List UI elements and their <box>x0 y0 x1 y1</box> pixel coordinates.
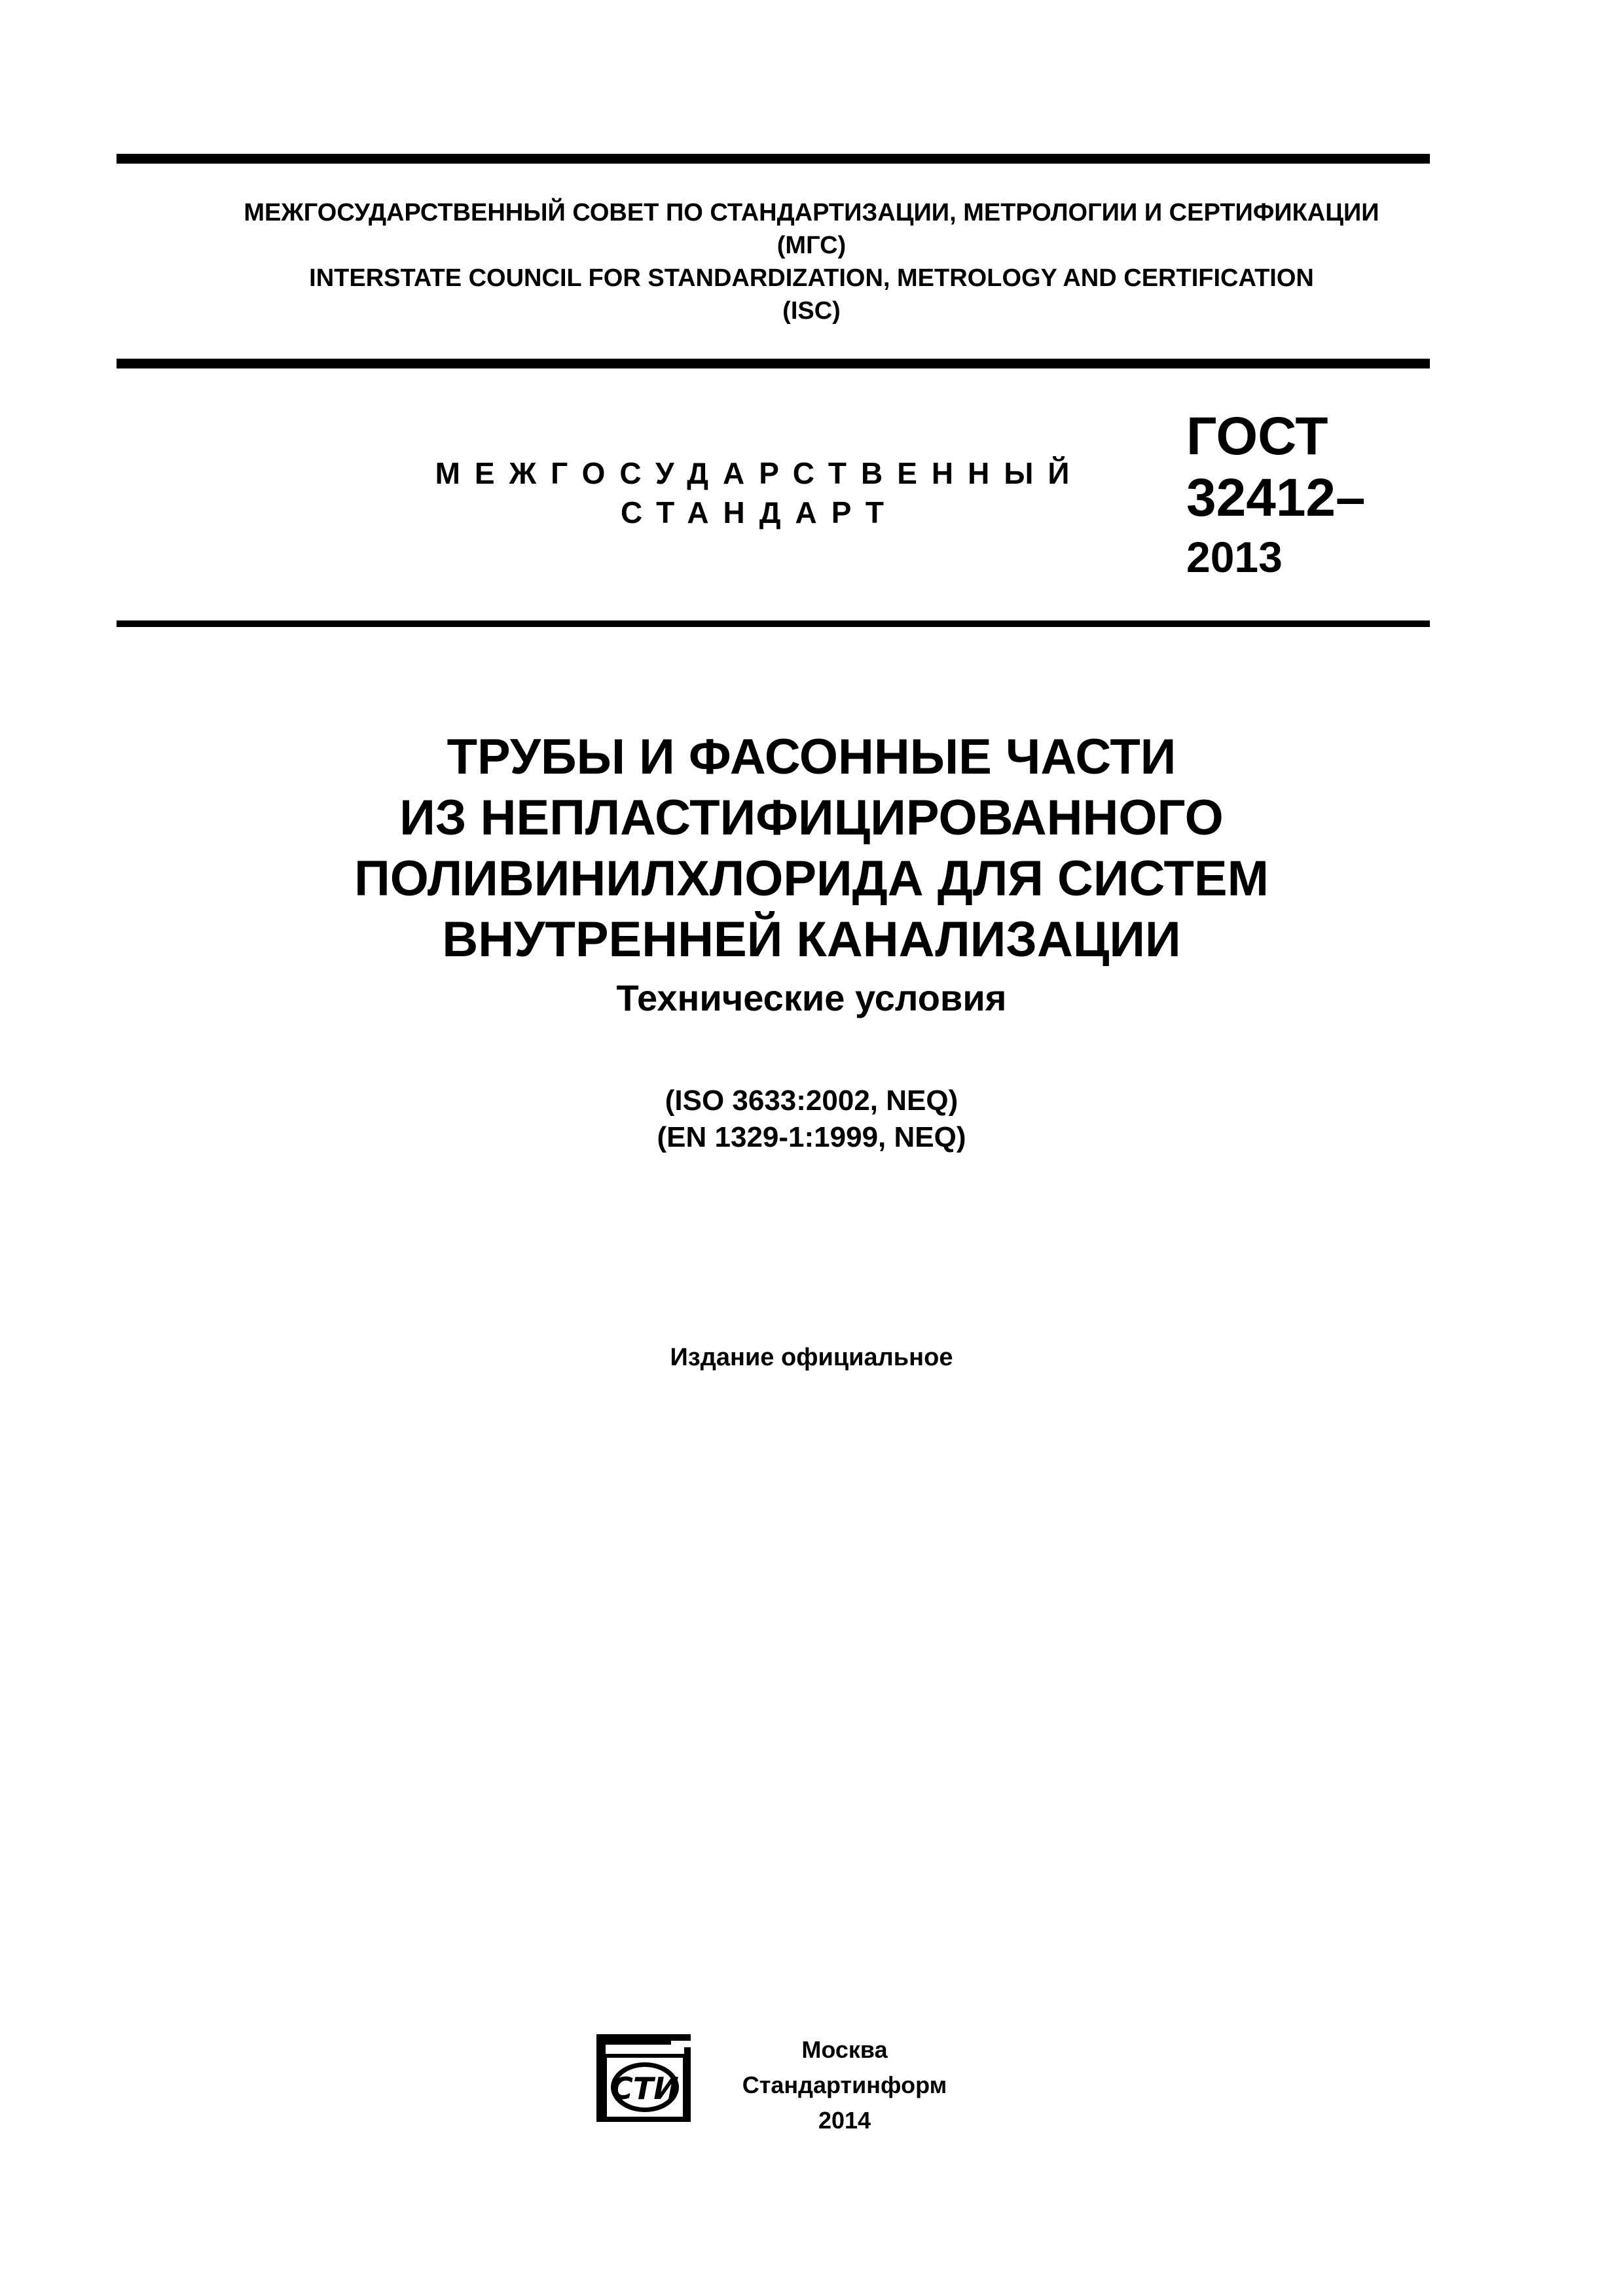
header-rule <box>117 359 1430 368</box>
title-line-4: ВНУТРЕННЕЙ КАНАЛИЗАЦИИ <box>442 912 1181 967</box>
gost-number: 32412– <box>1186 468 1366 528</box>
council-header <box>0 196 1623 327</box>
gost-designation <box>1186 406 1366 585</box>
standard-type-line2: СТАНДАРТ <box>621 495 898 529</box>
gost-label: ГОСТ <box>1186 406 1328 466</box>
publisher-city: Москва <box>801 2036 888 2063</box>
reference-iso: (ISO 3633:2002, NEQ) <box>665 1085 958 1117</box>
svg-text:СТИ: СТИ <box>611 2071 679 2106</box>
top-rule <box>117 154 1430 164</box>
council-name-en: INTERSTATE COUNCIL FOR STANDARDIZATION, METROLOGY AND CERTIFICATION <box>309 264 1314 292</box>
publisher-year: 2014 <box>818 2107 871 2134</box>
designation-rule <box>117 620 1430 627</box>
edition-note: Издание официальное <box>670 1344 953 1371</box>
council-name-ru: МЕЖГОСУДАРСТВЕННЫЙ СОВЕТ ПО СТАНДАРТИЗАЦИИ, МЕТРОЛОГИИ И СЕРТИФИКАЦИИ <box>244 199 1379 226</box>
document-subtitle: Технические условия <box>616 977 1007 1018</box>
document-title <box>0 726 1623 970</box>
standard-type-line1: МЕЖГОСУДАРСТВЕННЫЙ <box>435 456 1084 490</box>
council-abbr-en: (ISC) <box>782 297 841 325</box>
reference-en: (EN 1329-1:1999, NEQ) <box>657 1121 966 1153</box>
standartinform-logo-icon <box>593 2029 697 2127</box>
title-line-2: ИЗ НЕПЛАСТИФИЦИРОВАННОГО <box>399 790 1224 846</box>
publisher-block <box>720 2032 969 2138</box>
standard-references <box>0 1083 1623 1156</box>
publisher-name: Стандартинформ <box>742 2072 947 2098</box>
council-abbr-ru: (МГС) <box>776 232 847 259</box>
standard-type <box>386 454 1133 532</box>
title-line-1: ТРУБЫ И ФАСОННЫЕ ЧАСТИ <box>447 729 1176 785</box>
gost-year: 2013 <box>1186 533 1283 581</box>
title-line-3: ПОЛИВИНИЛХЛОРИДА ДЛЯ СИСТЕМ <box>354 851 1269 906</box>
